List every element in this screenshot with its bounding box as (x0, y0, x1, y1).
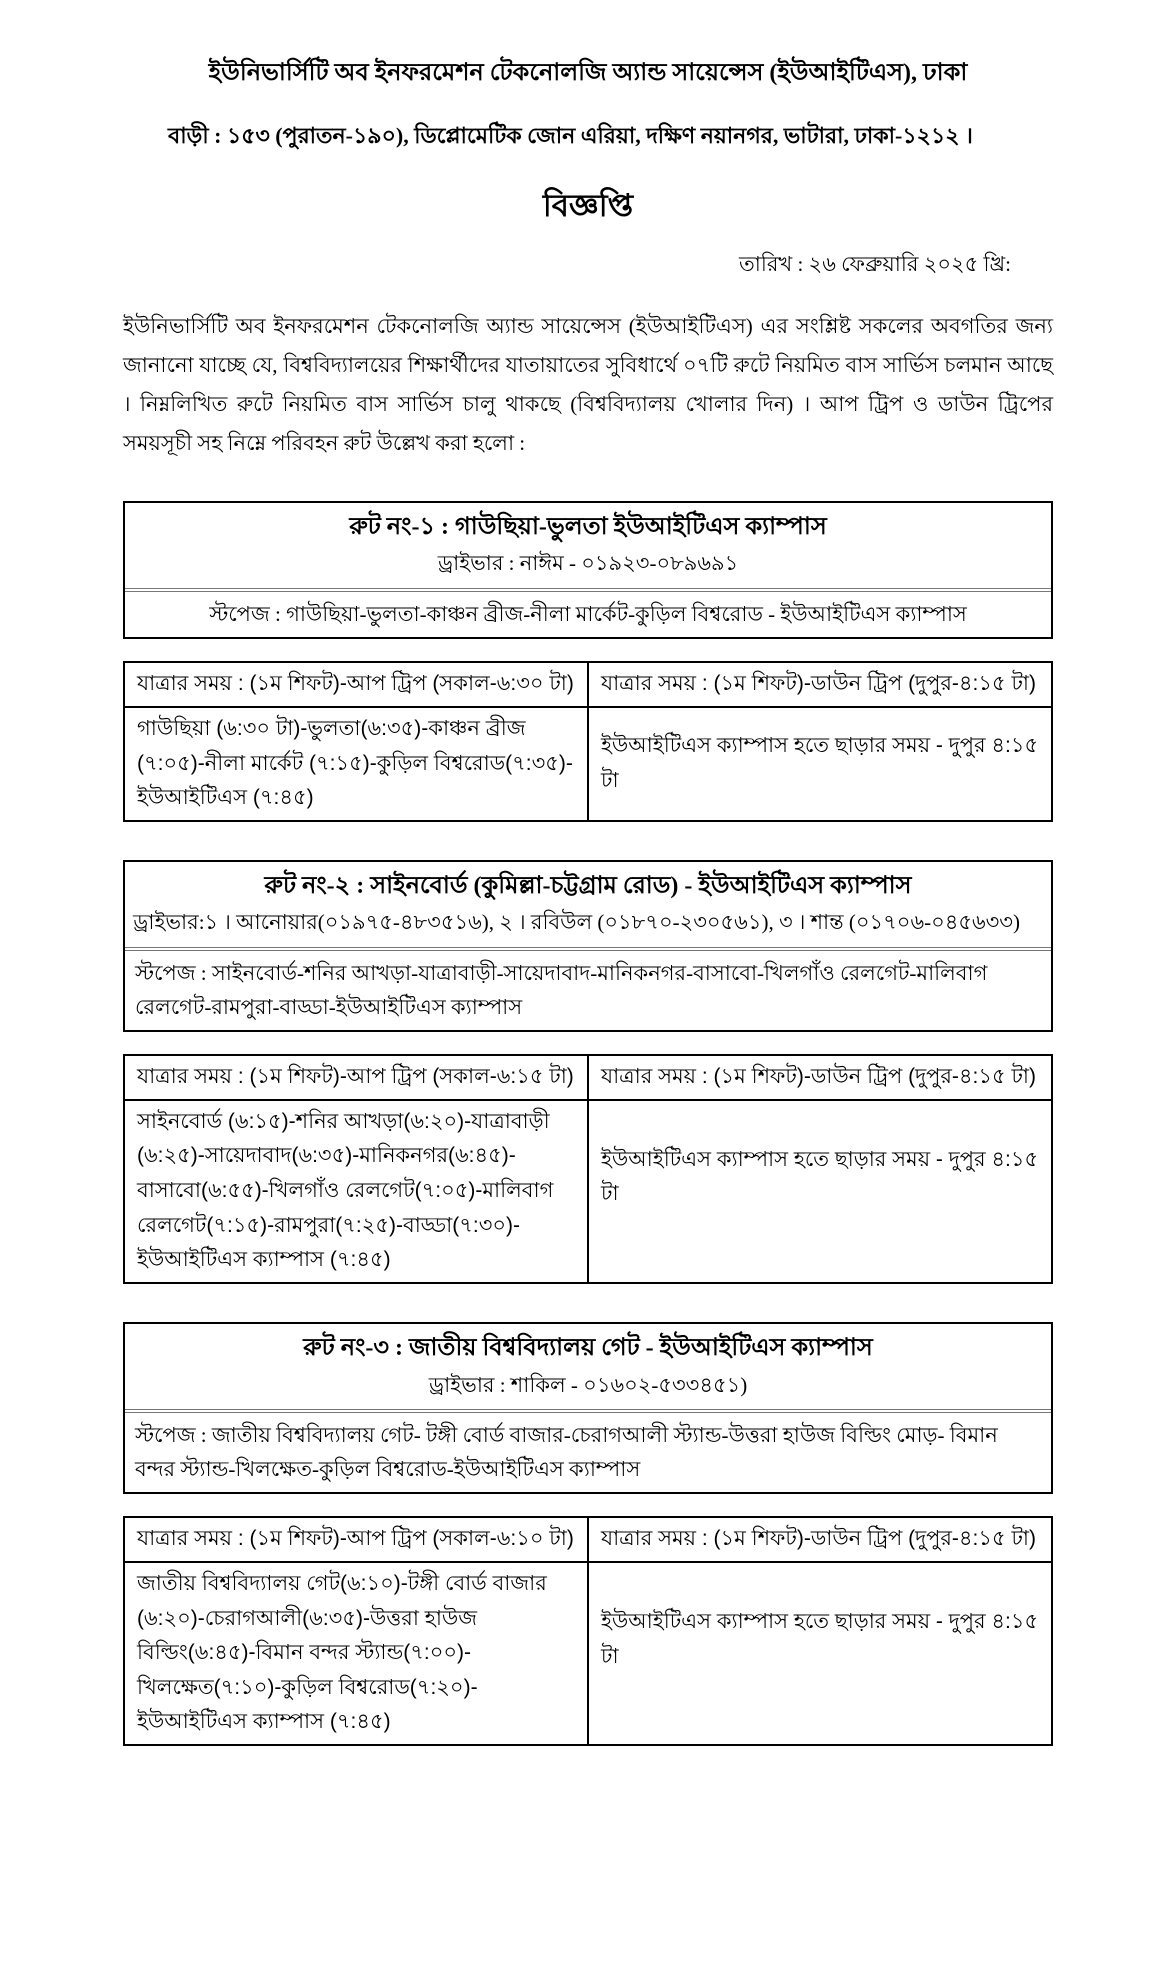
route-3-header-box (123, 1322, 1053, 1494)
route-2-driver: ড্রাইভার:১ । আনোয়ার(০১৯৭৫-৪৮৩৫১৬), ২ । রবিউল (০১৮৭০-২৩০৫৬১), ৩ । শান্ত (০১৭০৬-০৪৫৬৩৩) (133, 910, 1020, 935)
route-3-stoppage: স্টপেজ : জাতীয় বিশ্ববিদ্যালয় গেট- টঙ্গী বোর্ড বাজার-চেরাগআলী স্ট্যান্ড-উত্তরা হাউজ বিল্ডিং মোড়- বিমান বন্দর স্ট্যান্ড-খিলক্ষেত-কুড়িল বিশ্বরোড-ইউআইটিএস ক্যাম্পাস (125, 1409, 1051, 1492)
route-2-down-trip-detail: ইউআইটিএস ক্যাম্পাস হতে ছাড়ার সময় - দুপুর ৪:১৫ টা (588, 1100, 1052, 1283)
route-3-down-trip-detail: ইউআইটিএস ক্যাম্পাস হতে ছাড়ার সময় - দুপুর ৪:১৫ টা (588, 1562, 1052, 1745)
document-header (123, 58, 1053, 283)
route-1-header-box (123, 501, 1053, 640)
route-1-schedule-table (123, 661, 1053, 822)
route-2-down-trip-header: যাত্রার সময় : (১ম শিফট)-ডাউন ট্রিপ (দুপুর-৪:১৫ টা) (588, 1055, 1052, 1100)
notice-date: তারিখ : ২৬ ফেব্রুয়ারি ২০২৫ খ্রি: (739, 252, 1011, 277)
route-3-schedule-header-row (124, 1517, 1052, 1562)
route-3-title: রুট নং-৩ : জাতীয় বিশ্ববিদ্যালয় গেট - ইউআইটিএস ক্যাম্পাস (303, 1334, 873, 1361)
route-3-driver: ড্রাইভার : শাকিল - ০১৬০২-৫৩৩৪৫১) (428, 1372, 748, 1397)
route-1-stoppage: স্টপেজ : গাউছিয়া-ভুলতা-কাঞ্চন ব্রীজ-নীলা মার্কেট-কুড়িল বিশ্বরোড - ইউআইটিএস ক্যাম্পাস (125, 588, 1051, 638)
bottom-whitespace (123, 1746, 1053, 1926)
route-1-schedule-body-row (124, 707, 1052, 821)
route-1-down-trip-header: যাত্রার সময় : (১ম শিফট)-ডাউন ট্রিপ (দুপুর-৪:১৫ টা) (588, 662, 1052, 707)
route-2-up-trip-detail: সাইনবোর্ড (৬:১৫)-শনির আখড়া(৬:২০)-যাত্রাবাড়ী (৬:২৫)-সায়েদাবাদ(৬:৩৫)-মানিকনগর(৬:৪৫)-বাসাবো(৬:৫৫)-খিলগাঁও রেলগেট(৭:০৫)-মালিবাগ রেলগেট(৭:১৫)-রামপুরা(৭:২৫)-বাড্ডা(৭:৩০)- ইউআইটিএস ক্যাম্পাস (৭:৪৫) (124, 1100, 588, 1283)
route-3-down-trip-header: যাত্রার সময় : (১ম শিফট)-ডাউন ট্রিপ (দুপুর-৪:১৫ টা) (588, 1517, 1052, 1562)
notice-title: বিজ্ঞপ্তি (542, 188, 634, 224)
route-1-down-trip-detail: ইউআইটিএস ক্যাম্পাস হতে ছাড়ার সময় - দুপুর ৪:১৫ টা (588, 707, 1052, 821)
route-2-title: রুট নং-২ : সাইনবোর্ড (কুমিল্লা-চট্টগ্রাম রোড) - ইউআইটিএস ক্যাম্পাস (264, 872, 912, 899)
route-3-up-trip-detail: জাতীয় বিশ্ববিদ্যালয় গেট(৬:১০)-টঙ্গী বোর্ড বাজার (৬:২০)-চেরাগআলী(৬:৩৫)-উত্তরা হাউজ বিল্ডিং(৬:৪৫)-বিমান বন্দর স্ট্যান্ড(৭:০০)-খিলক্ষেত(৭:১০)-কুড়িল বিশ্বরোড(৭:২০)-ইউআইটিএস ক্যাম্পাস (৭:৪৫) (124, 1562, 588, 1745)
route-2-up-trip-header: যাত্রার সময় : (১ম শিফট)-আপ ট্রিপ (সকাল-৬:১৫ টা) (124, 1055, 588, 1100)
intro-paragraph: ইউনিভার্সিটি অব ইনফরমেশন টেকনোলজি অ্যান্ড সায়েন্সেস (ইউআইটিএস) এর সংশ্লিষ্ট সকলের অবগতির জন্য জানানো যাচ্ছে যে, বিশ্ববিদ্যালয়ের শিক্ষার্থীদের যাতায়াতের সুবিধার্থে ০৭টি রুটে নিয়মিত বাস সার্ভিস চলমান আছে । নিম্নলিখিত রুটে নিয়মিত বাস সার্ভিস চালু থাকছে (বিশ্ববিদ্যালয় খোলার দিন) । আপ ট্রিপ ও ডাউন ট্রিপের সময়সূচী সহ নিম্নে পরিবহন রুট উল্লেখ করা হলো : (123, 314, 1053, 455)
route-3-schedule-table (123, 1516, 1053, 1746)
university-name: ইউনিভার্সিটি অব ইনফরমেশন টেকনোলজি অ্যান্ড সায়েন্সেস (ইউআইটিএস), ঢাকা (208, 60, 968, 86)
route-1-up-trip-header: যাত্রার সময় : (১ম শিফট)-আপ ট্রিপ (সকাল-৬:৩০ টা) (124, 662, 588, 707)
route-1-schedule-header-row (124, 662, 1052, 707)
route-2-schedule-body-row (124, 1100, 1052, 1283)
route-1-driver: ড্রাইভার : নাঈম - ০১৯২৩-০৮৯৬৯১ (437, 551, 739, 576)
route-1-up-trip-detail: গাউছিয়া (৬:৩০ টা)-ভুলতা(৬:৩৫)-কাঞ্চন ব্রীজ (৭:০৫)-নীলা মার্কেট (৭:১৫)-কুড়িল বিশ্বরোড(৭:৩৫)-ইউআইটিএস (৭:৪৫) (124, 707, 588, 821)
university-address: বাড়ী : ১৫৩ (পুরাতন-১৯০), ডিপ্লোমেটিক জোন এরিয়া, দক্ষিণ নয়ানগর, ভাটারা, ঢাকা-১২১২ । (168, 123, 973, 149)
route-2-schedule-header-row (124, 1055, 1052, 1100)
route-3-section (123, 1322, 1053, 1746)
route-1-section (123, 501, 1053, 822)
route-3-up-trip-header: যাত্রার সময় : (১ম শিফট)-আপ ট্রিপ (সকাল-৬:১০ টা) (124, 1517, 588, 1562)
route-1-title: রুট নং-১ : গাউছিয়া-ভুলতা ইউআইটিএস ক্যাম্পাস (349, 513, 827, 540)
route-3-schedule-body-row (124, 1562, 1052, 1745)
route-2-schedule-table (123, 1054, 1053, 1284)
route-2-header-box (123, 860, 1053, 1032)
route-2-section (123, 860, 1053, 1284)
route-2-stoppage: স্টপেজ : সাইনবোর্ড-শনির আখড়া-যাত্রাবাড়ী-সায়েদাবাদ-মানিকনগর-বাসাবো-খিলগাঁও রেলগেট-মালিবাগ রেলগেট-রামপুরা-বাড্ডা-ইউআইটিএস ক্যাম্পাস (125, 947, 1051, 1030)
